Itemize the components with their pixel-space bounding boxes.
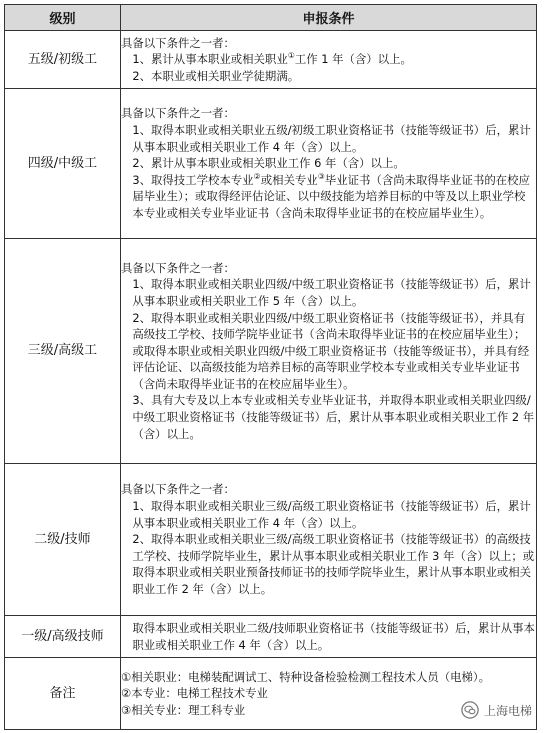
condition-item: 2、累计从事本职业或相关职业工作 6 年（含）以上。 [132,156,405,171]
level-cell: 五级/初级工 [5,31,121,89]
footnote-marker: ③ [317,171,325,181]
conditions-lead: 具备以下条件之一者： [121,260,235,275]
table-row [5,239,537,464]
conditions-cell [121,239,537,464]
condition-item: 2、取得本职业或相关职业三级/高级工职业资格证书（技能等级证书）的高级技工学校、技师学院毕业生，累计从事本职业或相关职业工作 3 年（含）以上；或取得本职业或相关职业预备技师证书的技师学院毕业生，累计从事本职业或相关职业工作 2 年（含）以上。 [132,532,535,596]
watermark [461,701,532,719]
conditions-lead: 具备以下条件之一者： [121,35,235,50]
level-cell: 一级/高级技师 [5,616,121,658]
condition-item: 3、具有大专及以上本专业或相关专业毕业证书，并取得本职业或相关职业四级/中级工职业资格证书（技能等级证书）后，累计从事本职业或相关职业工作 2 年（含）以上。 [132,393,535,441]
header-conditions: 申报条件 [121,5,537,31]
condition-item: 1、累计从事本职业或相关职业①工作 1 年（含）以上。 [132,51,412,67]
condition-item: 1、取得本职业或相关职业五级/初级工职业资格证书（技能等级证书）后，累计从事本职业或相关职业工作 4 年（含）以上。 [132,123,531,154]
conditions-cell [121,89,537,239]
footnote-marker: ② [253,171,261,181]
condition-item: 2、本职业或相关职业学徒期满。 [132,68,300,83]
table-row [5,31,537,89]
qualification-table [4,4,537,730]
condition-item: 2、取得本职业或相关职业四级/中级工职业资格证书（技能等级证书），并具有高级技工学校、技师学院毕业证书（含尚未取得毕业证书的在校应届毕业生）；或取得本职业或相关职业四级/中级工职业资格证书（技能等级证书），并具有经评估论证、以高级技能为培养目标的高等职业学校本专业或相关专业毕业证书（含尚未取得毕业证书的在校应届毕业生）。 [132,310,530,391]
note-item: ②本专业：电梯工程技术专业 [121,686,268,701]
level-cell: 三级/高级工 [5,239,121,464]
conditions-lead: 具备以下条件之一者： [121,106,235,121]
conditions-cell [121,616,537,658]
table-row [5,89,537,239]
conditions-lead: 具备以下条件之一者： [121,482,235,497]
level-cell: 备注 [5,658,121,730]
header-level: 级别 [5,5,121,31]
table-row [5,616,537,658]
table-header-row [5,5,537,31]
condition-item: 1、取得本职业或相关职业三级/高级工职业资格证书（技能等级证书）后，累计从事本职业或相关职业工作 4 年（含）以上。 [132,499,531,530]
table-row [5,464,537,616]
condition-item: 3、取得技工学校本专业②或相关专业③毕业证书（含尚未取得毕业证书的在校应届毕业生）；或取得经评估论证、以中级技能为培养目标的中等及以上职业学校本专业或相关专业毕业证书（含尚未取得毕业证书的在校应届毕业生）。 [132,171,530,220]
level-cell: 四级/中级工 [5,89,121,239]
table-row [5,658,537,730]
note-item: ①相关职业：电梯装配调试工、特种设备检验检测工程技术人员（电梯）。 [121,669,491,684]
note-item: ③相关专业：理工科专业 [121,702,246,717]
footnote-marker: ① [287,51,295,61]
condition-item: 取得本职业或相关职业二级/技师职业资格证书（技能等级证书）后，累计从事本职业或相关职业工作 4 年（含）以上。 [132,620,535,652]
condition-item: 1、取得本职业或相关职业四级/中级工职业资格证书（技能等级证书）后，累计从事本职业或相关职业工作 5 年（含）以上。 [132,277,531,308]
wechat-official-account-icon [461,701,479,719]
watermark-text: 上海电梯 [483,703,532,718]
conditions-cell [121,31,537,89]
conditions-cell [121,464,537,616]
level-cell: 二级/技师 [5,464,121,616]
